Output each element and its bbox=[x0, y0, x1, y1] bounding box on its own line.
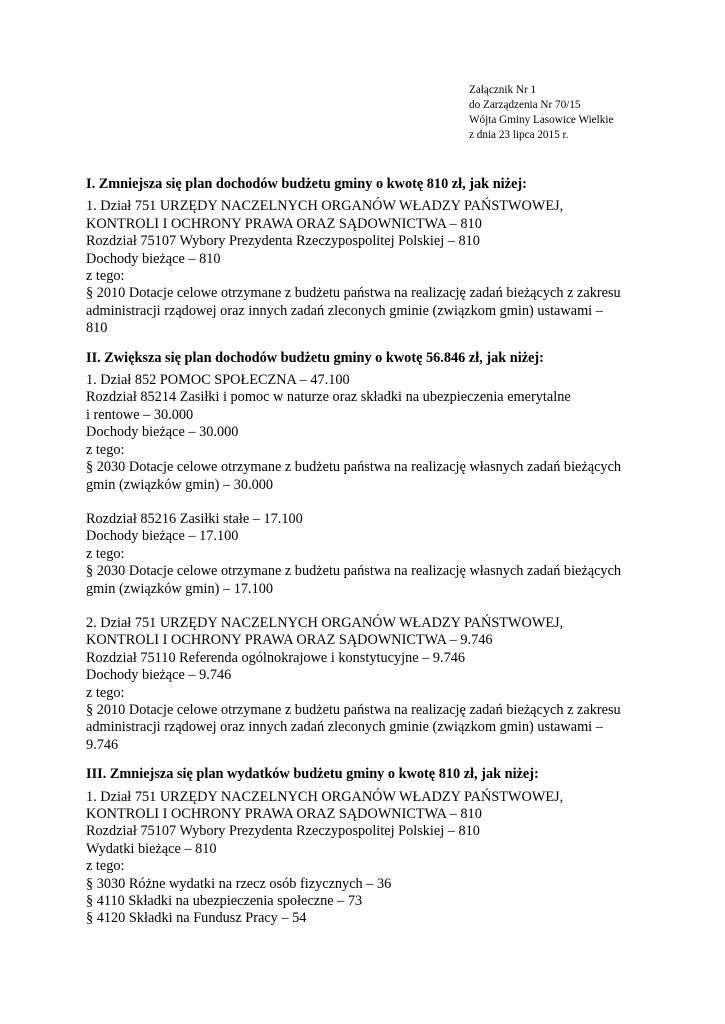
section-2-line: i rentowe – 30.000 bbox=[86, 406, 194, 423]
section-2-line: § 2030 Dotacje celowe otrzymane z budżetu państwa na realizację własnych zadań bieżących bbox=[86, 563, 622, 580]
spacer bbox=[86, 338, 686, 350]
section-2-line: 9.746 bbox=[86, 736, 119, 753]
section-1-line: KONTROLI I OCHRONY PRAWA ORAZ SĄDOWNICTWA – 810 bbox=[86, 215, 482, 232]
section-3-line: KONTROLI I OCHRONY PRAWA ORAZ SĄDOWNICTWA – 810 bbox=[86, 806, 482, 822]
section-2-line: z tego: bbox=[86, 545, 125, 562]
section-3-line: § 3030 Różne wydatki na rzecz osób fizycznych – 36 bbox=[86, 875, 392, 892]
section-2-line: gmin (związków gmin) – 17.100 bbox=[86, 580, 274, 597]
attachment-header bbox=[469, 83, 613, 143]
section-3-line: § 4120 Składki na Fundusz Pracy – 54 bbox=[86, 910, 307, 927]
section-2-line: § 2030 Dotacje celowe otrzymane z budżetu państwa na realizację własnych zadań bieżących bbox=[86, 459, 622, 476]
section-2-line: KONTROLI I OCHRONY PRAWA ORAZ SĄDOWNICTWA – 9.746 bbox=[86, 632, 493, 649]
section-2-heading: II. Zwiększa się plan dochodów budżetu gminy o kwotę 56.846 zł, jak niżej: bbox=[86, 349, 544, 366]
section-1-line: 810 bbox=[86, 320, 108, 337]
section-3-heading: III. Zmniejsza się plan wydatków budżetu gminy o kwotę 810 zł, jak niżej: bbox=[86, 766, 539, 783]
section-1-line: administracji rządowej oraz innych zadań zleconych gminie (związkom gmin) ustawami – bbox=[86, 302, 603, 319]
section-2-line: Rozdział 85214 Zasiłki i pomoc w naturze oraz składki na ubezpieczenia emerytalne bbox=[86, 389, 571, 406]
header-line: do Zarządzenia Nr 70/15 bbox=[469, 99, 581, 111]
section-3-line: 1. Dział 751 URZĘDY NACZELNYCH ORGANÓW WŁADZY PAŃSTWOWEJ, bbox=[86, 788, 564, 805]
section-2-line: Dochody bieżące – 17.100 bbox=[86, 528, 239, 545]
section-3-line: § 4110 Składki na ubezpieczenia społeczne – 73 bbox=[86, 893, 363, 910]
section-2-line: § 2010 Dotacje celowe otrzymane z budżetu państwa na realizację zadań bieżących z zakresu bbox=[86, 701, 621, 718]
section-2-line: administracji rządowej oraz innych zadań zleconych gminie (związkom gmin) ustawami – bbox=[86, 719, 603, 736]
section-1-line: Rozdział 75107 Wybory Prezydenta Rzeczypospolitej Polskiej – 810 bbox=[86, 233, 480, 250]
section-2-line: Rozdział 85216 Zasiłki stałe – 17.100 bbox=[86, 510, 303, 527]
header-line: Wójta Gminy Lasowice Wielkie bbox=[469, 114, 614, 126]
spacer bbox=[86, 494, 686, 511]
section-2-line: 1. Dział 852 POMOC SPOŁECZNA – 47.100 bbox=[86, 372, 350, 389]
section-2-line: Rozdział 75110 Referenda ogólnokrajowe i konstytucyjne – 9.746 bbox=[86, 649, 466, 666]
section-2-line: z tego: bbox=[86, 684, 125, 701]
section-1-line: Dochody bieżące – 810 bbox=[86, 250, 221, 267]
section-1-heading: I. Zmniejsza się plan dochodów budżetu gminy o kwotę 810 zł, jak niżej: bbox=[86, 176, 527, 192]
section-3-line: z tego: bbox=[86, 858, 125, 875]
section-1-line: 1. Dział 751 URZĘDY NACZELNYCH ORGANÓW WŁADZY PAŃSTWOWEJ, bbox=[86, 198, 564, 215]
header-line: Załącznik Nr 1 bbox=[469, 84, 537, 96]
section-1-line: § 2010 Dotacje celowe otrzymane z budżetu państwa na realizację zadań bieżących z zakresu bbox=[86, 285, 621, 302]
section-2-line: Dochody bieżące – 30.000 bbox=[86, 424, 239, 441]
section-1-line: z tego: bbox=[86, 268, 125, 285]
section-3-line: Wydatki bieżące – 810 bbox=[86, 840, 217, 857]
spacer bbox=[86, 754, 686, 766]
section-2-line: Dochody bieżące – 9.746 bbox=[86, 667, 232, 684]
section-2-line: gmin (związków gmin) – 30.000 bbox=[86, 476, 274, 493]
section-2-line: z tego: bbox=[86, 441, 125, 458]
section-3-line: Rozdział 75107 Wybory Prezydenta Rzeczypospolitej Polskiej – 810 bbox=[86, 823, 480, 840]
document-body bbox=[86, 176, 686, 928]
section-2-line: 2. Dział 751 URZĘDY NACZELNYCH ORGANÓW WŁADZY PAŃSTWOWEJ, bbox=[86, 614, 564, 631]
spacer bbox=[86, 598, 686, 615]
header-line: z dnia 23 lipca 2015 r. bbox=[469, 129, 569, 141]
